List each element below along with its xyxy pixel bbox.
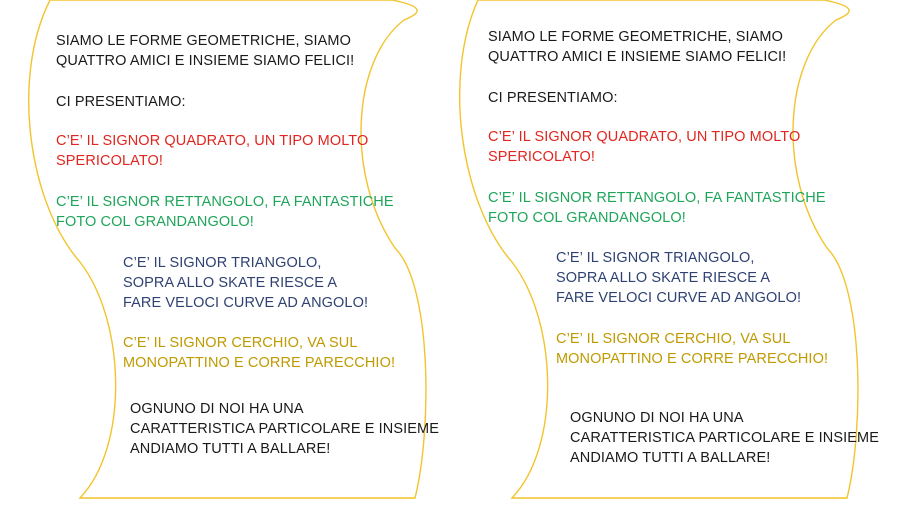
square-text: C’E’ IL SIGNOR QUADRATO, UN TIPO MOLTO SPERICOLATO! [56,133,369,169]
rectangle-text: C’E’ IL SIGNOR RETTANGOLO, FA FANTASTICHE FOTO COL GRANDANGOLO! [56,194,394,230]
triangle-text: C’E’ IL SIGNOR TRIANGOLO, SOPRA ALLO SKATE RIESCE A FARE VELOCI CURVE AD ANGOLO! [123,255,369,311]
triangle-text: C’E’ IL SIGNOR TRIANGOLO, SOPRA ALLO SKATE RIESCE A FARE VELOCI CURVE AD ANGOLO! [556,250,802,306]
intro-text: SIAMO LE FORME GEOMETRICHE, SIAMO QUATTRO AMICI E INSIEME SIAMO FELICI! [488,29,787,65]
outro-text: OGNUNO DI NOI HA UNA CARATTERISTICA PARTICOLARE E INSIEME ANDIAMO TUTTI A BALLARE! [570,410,879,466]
outro-text: OGNUNO DI NOI HA UNA CARATTERISTICA PARTICOLARE E INSIEME ANDIAMO TUTTI A BALLARE! [130,401,439,457]
intro-text: SIAMO LE FORME GEOMETRICHE, SIAMO QUATTRO AMICI E INSIEME SIAMO FELICI! [56,33,355,69]
rectangle-text: C’E’ IL SIGNOR RETTANGOLO, FA FANTASTICHE FOTO COL GRANDANGOLO! [488,190,826,226]
present-text: CI PRESENTIAMO: [488,90,618,106]
circle-text: C’E’ IL SIGNOR CERCHIO, VA SUL MONOPATTINO E CORRE PARECCHIO! [556,331,829,367]
square-text: C’E’ IL SIGNOR QUADRATO, UN TIPO MOLTO SPERICOLATO! [488,129,801,165]
present-text: CI PRESENTIAMO: [56,94,186,110]
circle-text: C’E’ IL SIGNOR CERCHIO, VA SUL MONOPATTINO E CORRE PARECCHIO! [123,335,396,371]
